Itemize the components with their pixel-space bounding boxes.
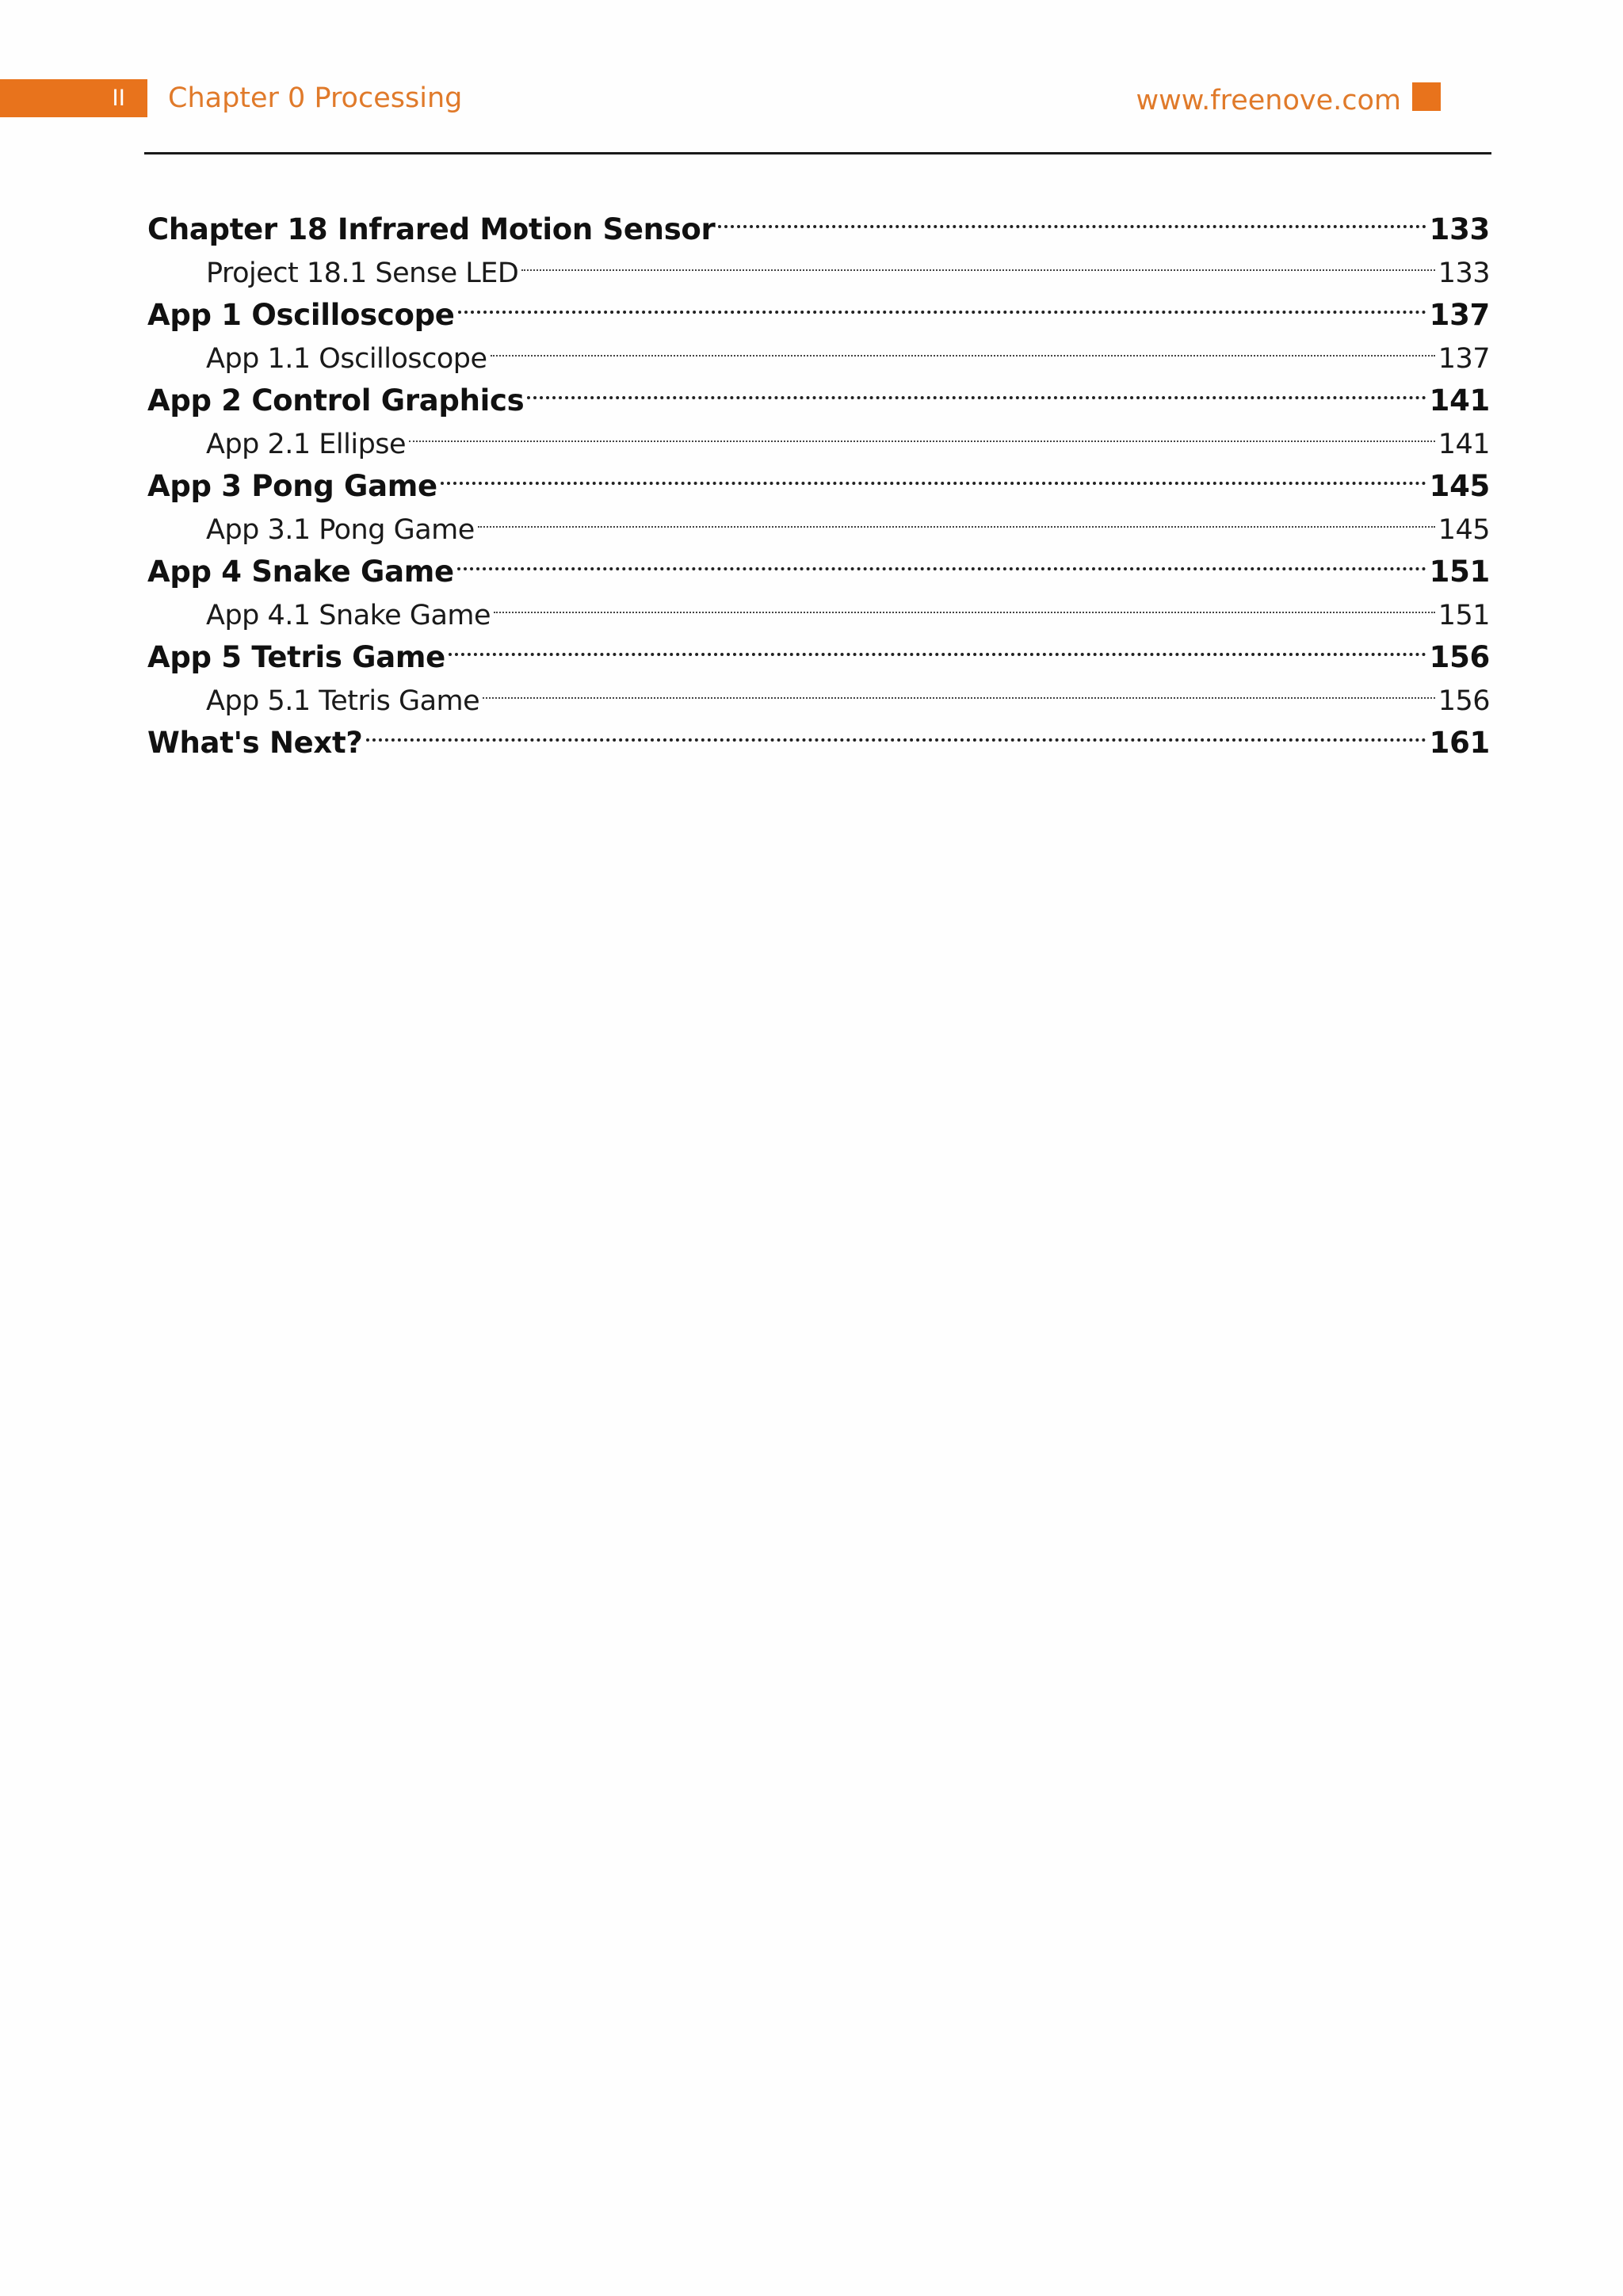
header-divider: [144, 152, 1491, 154]
toc-dot-leader: [409, 410, 1435, 453]
toc-entry-page: 141: [1429, 383, 1490, 418]
toc-entry-title: What's Next?: [147, 726, 363, 760]
toc-subentry-title: App 5.1 Tetris Game: [206, 685, 480, 717]
toc-entry-page: 156: [1429, 640, 1490, 674]
toc-entry-title: App 4 Snake Game: [147, 555, 454, 589]
toc-entry-title: Chapter 18 Infrared Motion Sensor: [147, 212, 716, 246]
toc-subentry-title: App 2.1 Ellipse: [206, 429, 407, 460]
toc-dot-leader: [718, 196, 1426, 239]
brand-square-icon: [1412, 82, 1441, 111]
running-chapter-title: Chapter 0 Processing: [168, 82, 463, 114]
toc-dot-leader: [441, 453, 1426, 496]
toc-subentry-page: 141: [1438, 429, 1490, 460]
toc-entry-page: 145: [1429, 469, 1490, 503]
toc-dot-leader: [483, 667, 1435, 710]
toc-subentry-title: App 3.1 Pong Game: [206, 514, 475, 546]
toc-dot-leader: [494, 582, 1435, 624]
toc-entry-page: 151: [1429, 555, 1490, 589]
toc-subentry-page: 156: [1438, 685, 1490, 717]
toc-dot-leader: [521, 239, 1434, 282]
toc-entry-page: 133: [1429, 212, 1490, 246]
page-number-tab: II: [0, 79, 147, 117]
toc-entry[interactable]: [147, 196, 1490, 246]
toc-dot-leader: [458, 282, 1426, 325]
toc-entry-page: 161: [1429, 726, 1490, 760]
page-header: [0, 0, 1623, 158]
toc-subentry-page: 137: [1438, 343, 1490, 375]
toc-subentry-title: App 4.1 Snake Game: [206, 600, 491, 631]
toc-entry-title: App 5 Tetris Game: [147, 640, 445, 674]
toc-dot-leader: [457, 539, 1426, 582]
toc-dot-leader: [527, 368, 1426, 410]
toc-subentry-page: 145: [1438, 514, 1490, 546]
toc-entry-page: 137: [1429, 298, 1490, 332]
toc-subentry-page: 151: [1438, 600, 1490, 631]
toc-subentry-title: App 1.1 Oscilloscope: [206, 343, 487, 375]
toc-dot-leader: [366, 710, 1426, 753]
toc-entry-title: App 3 Pong Game: [147, 469, 437, 503]
toc-dot-leader: [478, 496, 1435, 539]
toc-subentry-page: 133: [1438, 257, 1490, 289]
toc-entry-title: App 1 Oscilloscope: [147, 298, 455, 332]
toc-dot-leader: [449, 624, 1426, 667]
toc-subentry-title: Project 18.1 Sense LED: [206, 257, 519, 289]
toc-dot-leader: [491, 325, 1435, 368]
toc-entry-title: App 2 Control Graphics: [147, 383, 525, 418]
site-url[interactable]: www.freenove.com: [1136, 85, 1401, 116]
table-of-contents: [147, 196, 1490, 760]
